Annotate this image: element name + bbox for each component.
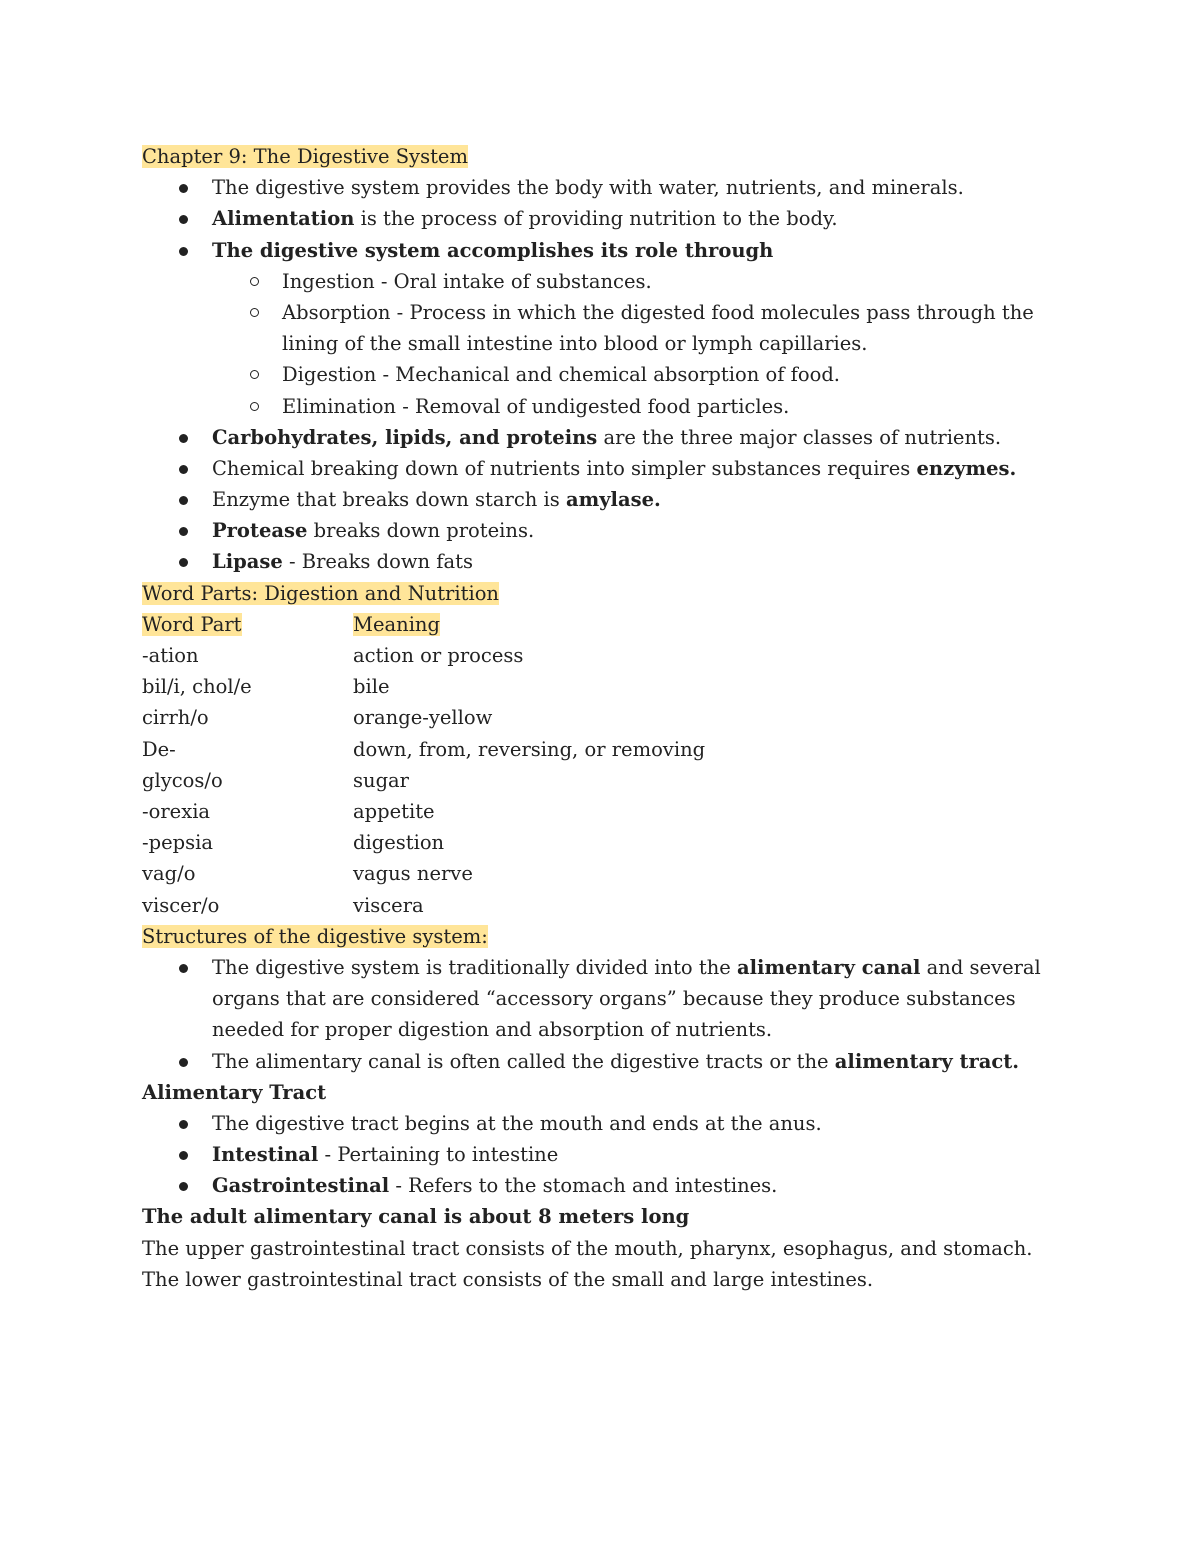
sublist-item: Digestion - Mechanical and chemical absorption of food. <box>142 359 1072 390</box>
alimentary-list <box>142 1108 1072 1202</box>
bullet-icon <box>179 1120 188 1129</box>
table-cell: action or process <box>353 644 524 668</box>
list-item: Alimentation is the process of providing nutrition to the body. <box>142 203 1072 234</box>
list-item: Intestinal - Pertaining to intestine <box>142 1139 1072 1170</box>
table-row <box>142 671 1072 702</box>
list-item: The alimentary canal is often called the digestive tracts or the alimentary tract. <box>142 1046 1072 1077</box>
list-item: Gastrointestinal - Refers to the stomach and intestines. <box>142 1170 1072 1201</box>
table-cell: -orexia <box>142 799 211 823</box>
table-row <box>142 858 1072 889</box>
role-sublist <box>142 266 1072 422</box>
table-cell: glycos/o <box>142 768 223 792</box>
list-item: Protease breaks down proteins. <box>142 515 1072 546</box>
table-row <box>142 765 1072 796</box>
table-cell: vag/o <box>142 862 196 886</box>
table-cell: De- <box>142 737 176 761</box>
table-row <box>142 702 1072 733</box>
table-row <box>142 734 1072 765</box>
table-row <box>142 827 1072 858</box>
nutrient-list <box>142 422 1072 578</box>
bullet-icon <box>179 1058 188 1067</box>
table-header-cell: Word Part <box>142 612 242 636</box>
bullet-icon <box>179 527 188 536</box>
list-item: Enzyme that breaks down starch is amylase. <box>142 484 1072 515</box>
alimentary-heading: Alimentary Tract <box>142 1080 327 1104</box>
bullet-icon <box>179 184 188 193</box>
bullet-icon <box>179 964 188 973</box>
structures-list <box>142 952 1072 1077</box>
bullet-icon <box>179 247 188 256</box>
table-header-cell: Meaning <box>353 612 440 636</box>
bullet-icon <box>179 558 188 567</box>
word-parts-heading: Word Parts: Digestion and Nutrition <box>142 581 499 605</box>
hollow-bullet-icon <box>250 277 259 286</box>
table-row <box>142 796 1072 827</box>
bullet-icon <box>179 496 188 505</box>
table-cell: digestion <box>353 831 445 855</box>
table-cell: viscer/o <box>142 893 220 917</box>
hollow-bullet-icon <box>250 402 259 411</box>
list-item: The digestive tract begins at the mouth and ends at the anus. <box>142 1108 1072 1139</box>
table-row <box>142 890 1072 921</box>
table-cell: appetite <box>353 799 435 823</box>
sublist-item: Absorption - Process in which the digested food molecules pass through the lining of the small intestine into blood or lymph capillaries. <box>142 297 1082 359</box>
list-item: The digestive system is traditionally divided into the alimentary canal and several organs that are considered “accessory organs” because they produce substances needed for proper digestion and absorption of nutrients. <box>142 952 1042 1046</box>
list-item: Lipase - Breaks down fats <box>142 546 1072 577</box>
table-cell: orange-yellow <box>353 706 493 730</box>
table-cell: viscera <box>353 893 424 917</box>
bullet-icon <box>179 434 188 443</box>
canal-length-heading: The adult alimentary canal is about 8 meters long <box>142 1205 690 1229</box>
list-item: Carbohydrates, lipids, and proteins are the three major classes of nutrients. <box>142 422 1072 453</box>
table-cell: vagus nerve <box>353 862 473 886</box>
structures-heading: Structures of the digestive system: <box>142 924 488 948</box>
intro-list <box>142 172 1072 266</box>
closing-paragraph: The upper gastrointestinal tract consists of the mouth, pharynx, esophagus, and stomach. The lower gastrointestinal tract consists of the small and large intestines. <box>142 1236 1033 1291</box>
table-cell: sugar <box>353 768 409 792</box>
bullet-icon <box>179 215 188 224</box>
document-page <box>142 141 1072 1295</box>
table-cell: bil/i, chol/e <box>142 675 252 699</box>
list-item: The digestive system provides the body with water, nutrients, and minerals. <box>142 172 1072 203</box>
list-item: The digestive system accomplishes its role through <box>142 235 1072 266</box>
chapter-heading: Chapter 9: The Digestive System <box>142 145 468 168</box>
bullet-icon <box>179 1182 188 1191</box>
sublist-item: Elimination - Removal of undigested food particles. <box>142 391 1072 422</box>
table-cell: bile <box>353 675 390 699</box>
bullet-icon <box>179 465 188 474</box>
hollow-bullet-icon <box>250 370 259 379</box>
table-cell: down, from, reversing, or removing <box>353 737 706 761</box>
table-row <box>142 640 1072 671</box>
list-item: Chemical breaking down of nutrients into simpler substances requires enzymes. <box>142 453 1072 484</box>
table-cell: -pepsia <box>142 831 213 855</box>
table-cell: -ation <box>142 644 199 668</box>
hollow-bullet-icon <box>250 308 259 317</box>
sublist-item: Ingestion - Oral intake of substances. <box>142 266 1072 297</box>
table-cell: cirrh/o <box>142 706 209 730</box>
bullet-icon <box>179 1151 188 1160</box>
table-header-row <box>142 609 1072 640</box>
word-parts-table <box>142 609 1072 921</box>
